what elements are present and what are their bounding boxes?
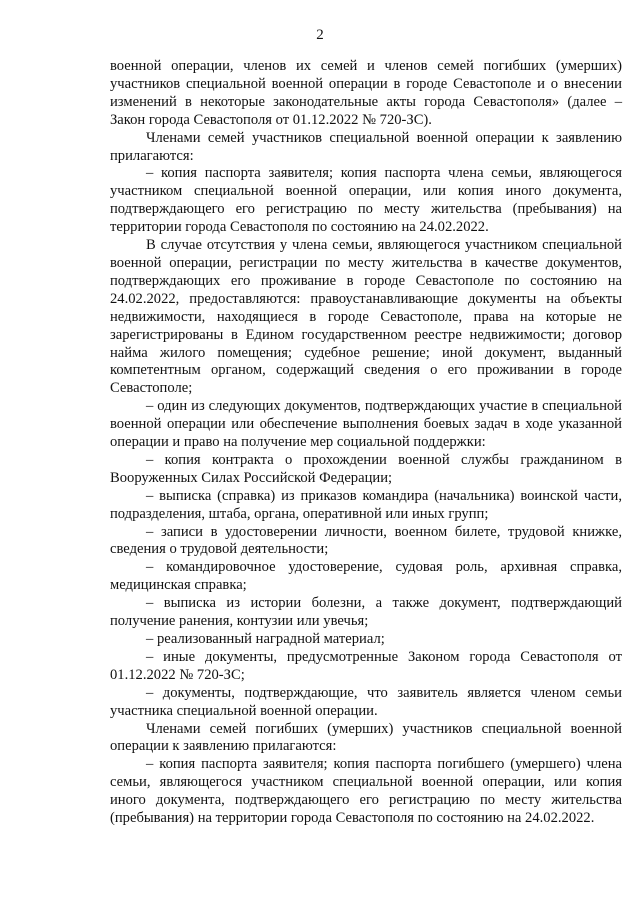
paragraph-contract-copy: – копия контракта о прохождении военной службы гражданином в Вооруженных Силах Российской Федерации; (110, 451, 622, 486)
paragraph-family-members-attachments: Членами семей участников специальной военной операции к заявлению прилагаются: (110, 129, 622, 164)
paragraph-award-material: – реализованный наградной материал; (146, 631, 385, 647)
paragraph-passport-copies: – копия паспорта заявителя; копия паспорта члена семьи, являющегося участником специальной военной операции, или копия иного документа, подтверждающего его регистрацию по месту жительства (пребывания) на территории города Севастополя по состоянию на 24.02.2022. (110, 165, 622, 236)
page-number: 2 (316, 27, 324, 43)
paragraph-law-reference-continuation: военной операции, членов их семей и членов семей погибших (умерших) участников специальной военной операции в городе Севастополе и о внесении изменений в некоторые законодательные акты города Севастополя» (далее – Закон города Севастополя от 01.12.2022 № 720-ЗС). (110, 58, 622, 128)
paragraph-id-records: – записи в удостоверении личности, военном билете, трудовой книжке, сведения о трудовой деятельности; (110, 523, 622, 558)
paragraph-travel-certificate: – командировочное удостоверение, судовая роль, архивная справка, медицинская справка; (110, 559, 622, 594)
paragraph-order-extract: – выписка (справка) из приказов командира (начальника) воинской части, подразделения, штаба, органа, оперативной или иных групп; (110, 487, 622, 522)
paragraph-participation-documents: – один из следующих документов, подтверждающих участие в специальной военной операции или обеспечение выполнения боевых задач в ходе указанной операции и право на получение мер социальной поддержки: (110, 398, 622, 451)
paragraph-deceased-passport-copies: – копия паспорта заявителя; копия паспорта погибшего (умершего) члена семьи, являющегося участником специальной военной операции, или копия иного документа, подтверждающего его регистрацию по месту жительства (пребывания) на территории города Севастополя по состоянию на 24.02.2022. (110, 756, 622, 827)
document-body (110, 58, 622, 828)
paragraph-deceased-family-attachments: Членами семей погибших (умерших) участников специальной военной операции к заявлению прилагаются: (110, 720, 622, 755)
paragraph-other-documents: – иные документы, предусмотренные Законом города Севастополя от 01.12.2022 № 720-ЗС; (110, 648, 622, 683)
paragraph-family-membership-proof: – документы, подтверждающие, что заявитель является членом семьи участника специальной военной операции. (110, 684, 622, 719)
paragraph-no-registration-case: В случае отсутствия у члена семьи, являющегося участником специальной военной операции, регистрации по месту жительства в качестве документов, подтверждающих его проживание в городе Севастополе по состоянию на 24.02.2022, предоставляются: правоустанавливающие документы на объекты недвижимости, находящиеся в городе Севастополе, права на которые не зарегистрированы в Едином государственном реестре недвижимости; договор найма жилого помещения; судебное решение; иной документ, выданный компетентным органом, содержащий сведения о его проживании в городе Севастополе; (110, 237, 622, 397)
paragraph-medical-extract: – выписка из истории болезни, а также документ, подтверждающий получение ранения, контузии или увечья; (110, 595, 622, 630)
